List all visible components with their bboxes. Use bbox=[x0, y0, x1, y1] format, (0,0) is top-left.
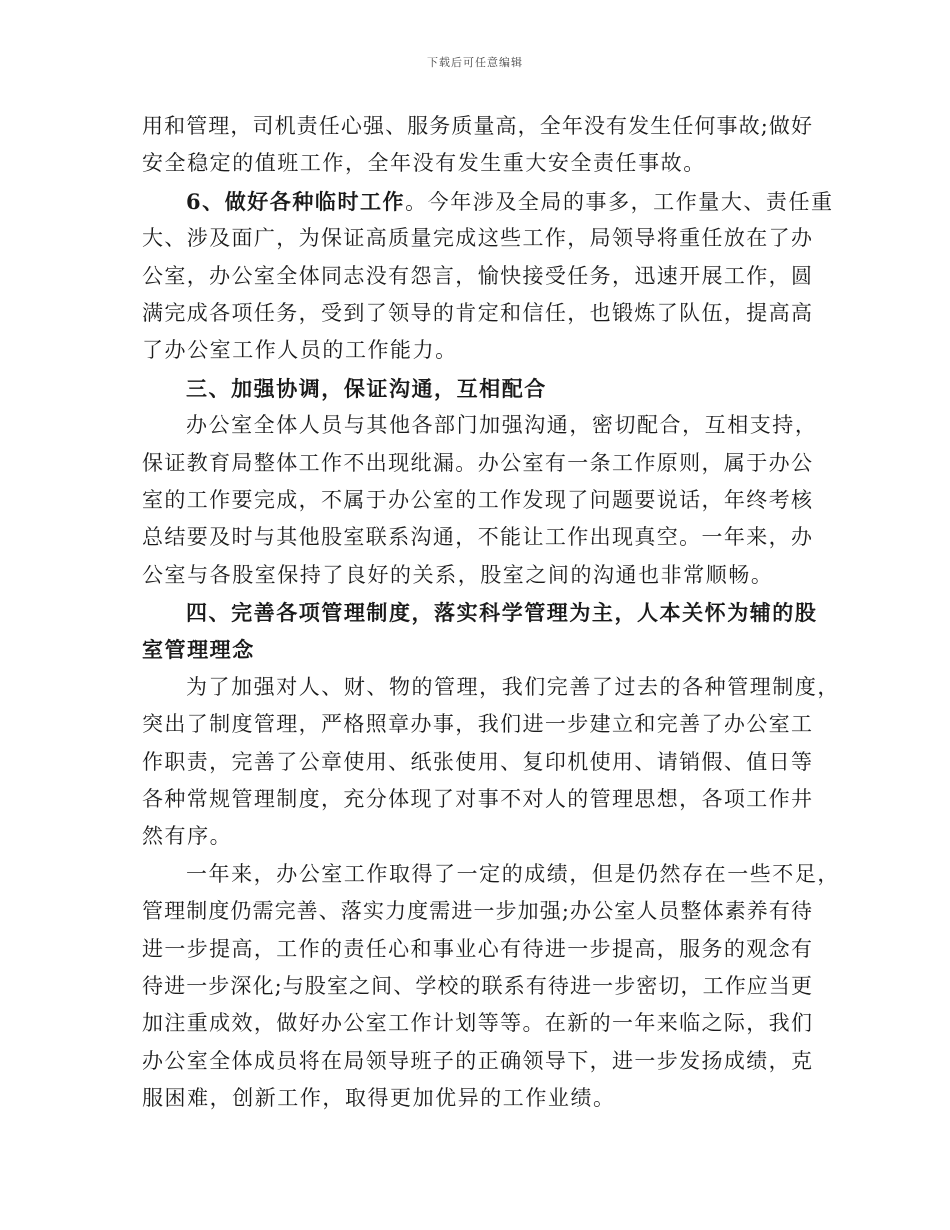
body-line: 办公室全体成员将在局领导班子的正确领导下，进一步发扬成绩，克 bbox=[142, 1048, 812, 1073]
body-line: 一年来，办公室工作取得了一定的成绩，但是仍然存在一些不足， bbox=[186, 861, 840, 886]
body-line bbox=[142, 183, 834, 220]
body-line: 待进一步深化;与股室之间、学校的联系有待进一步密切，工作应当更 bbox=[142, 973, 812, 998]
section-heading: 室管理理念 bbox=[142, 637, 255, 663]
body-line: 公室与各股室保持了良好的关系，股室之间的沟通也非常顺畅。 bbox=[142, 562, 774, 587]
body-line: 公室，办公室全体同志没有怨言，愉快接受任务，迅速开展工作，圆 bbox=[142, 263, 812, 288]
body-line: 加注重成效，做好办公室工作计划等等。在新的一年来临之际，我们 bbox=[142, 1011, 812, 1036]
item-heading: 6、做好各种临时工作 bbox=[186, 188, 406, 214]
body-text: 。今年涉及全局的事多，工作量大、责任重 bbox=[405, 189, 834, 214]
body-line: 满完成各项任务，受到了领导的肯定和信任，也锻炼了队伍，提高高 bbox=[142, 300, 812, 325]
body-line: 为了加强对人、财、物的管理，我们完善了过去的各种管理制度， bbox=[186, 674, 840, 699]
body-line: 了办公室工作人员的工作能力。 bbox=[142, 338, 458, 363]
body-line: 然有序。 bbox=[142, 824, 233, 849]
body-line: 总结要及时与其他股室联系沟通，不能让工作出现真空。一年来，办 bbox=[142, 525, 812, 550]
body-line: 服困难，创新工作，取得更加优异的工作业绩。 bbox=[142, 1086, 616, 1111]
body-line: 各种常规管理制度，充分体现了对事不对人的管理思想，各项工作井 bbox=[142, 787, 812, 812]
body-line: 室的工作要完成，不属于办公室的工作发现了问题要说话，年终考核 bbox=[142, 487, 812, 512]
body-line: 用和管理，司机责任心强、服务质量高，全年没有发生任何事故;做好 bbox=[142, 114, 812, 138]
body-line: 管理制度仍需完善、落实力度需进一步加强;办公室人员整体素养有待 bbox=[142, 899, 812, 924]
body-line: 作职责，完善了公章使用、纸张使用、复印机使用、请销假、值日等 bbox=[142, 749, 812, 774]
body-line: 安全稳定的值班工作，全年没有发生重大安全责任事故。 bbox=[142, 151, 706, 176]
body-line: 办公室全体人员与其他各部门加强沟通，密切配合，互相支持， bbox=[186, 413, 818, 438]
document-body bbox=[142, 108, 840, 1118]
body-line: 保证教育局整体工作不出现纰漏。办公室有一条工作原则，属于办公 bbox=[142, 450, 812, 475]
section-heading: 四、完善各项管理制度，落实科学管理为主，人本关怀为辅的股 bbox=[186, 600, 818, 626]
page-header: 下载后可任意编辑 bbox=[427, 56, 523, 69]
body-line: 进一步提高，工作的责任心和事业心有待进一步提高，服务的观念有 bbox=[142, 936, 812, 961]
body-line: 大、涉及面广，为保证高质量完成这些工作，局领导将重任放在了办 bbox=[142, 226, 812, 251]
section-heading: 三、加强协调，保证沟通，互相配合 bbox=[186, 375, 547, 401]
body-line: 突出了制度管理，严格照章办事，我们进一步建立和完善了办公室工 bbox=[142, 712, 812, 737]
